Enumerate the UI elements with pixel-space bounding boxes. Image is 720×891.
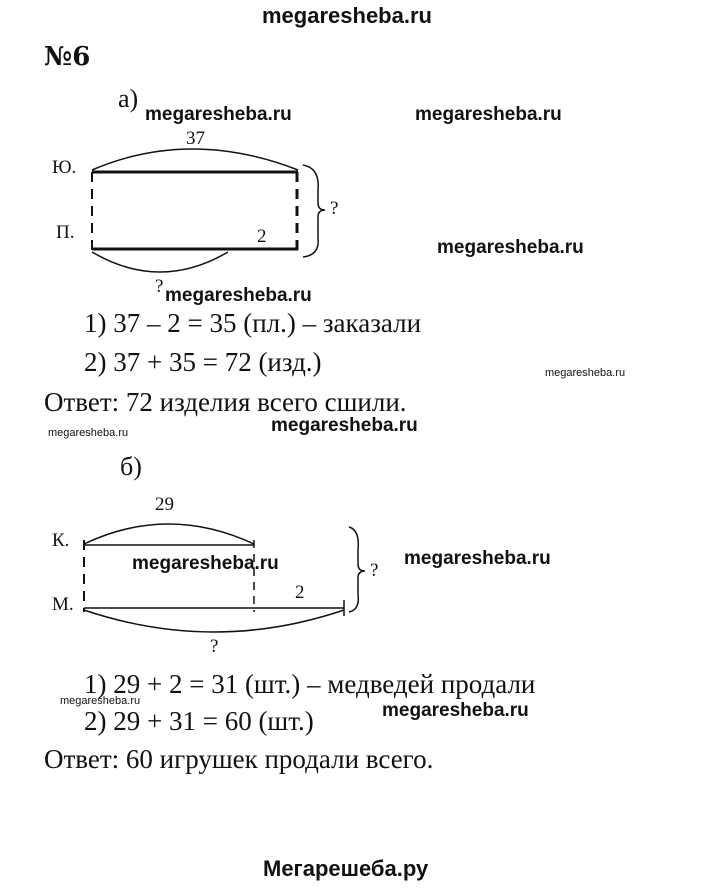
watermark: megaresheba.ru — [132, 553, 279, 574]
watermark: megaresheba.ru — [60, 695, 141, 707]
watermark: megaresheba.ru — [382, 700, 529, 721]
diagram-b-brace — [349, 527, 365, 612]
part-a-step-1: 1) 37 – 2 = 35 (пл.) – заказали — [84, 308, 422, 338]
diagram-a-bottom-arc — [92, 252, 228, 272]
diagram-b-top-arc — [84, 524, 254, 544]
part-b-answer: Ответ: 60 игрушек продали всего. — [44, 744, 434, 774]
watermark: megaresheba.ru — [48, 427, 129, 439]
part-a-row1-label: Ю. — [52, 157, 77, 178]
part-b-sum-question: ? — [370, 560, 379, 581]
part-b-label: б) — [120, 452, 142, 481]
part-a-top-value: 37 — [186, 128, 205, 149]
part-b-top-value: 29 — [155, 494, 174, 515]
watermark: megaresheba.ru — [271, 415, 418, 436]
part-a-step-2: 2) 37 + 35 = 72 (изд.) — [84, 347, 322, 377]
part-b-step-1: 1) 29 + 2 = 31 (шт.) – медведей продали — [84, 669, 536, 699]
part-a-row2-label: П. — [56, 222, 75, 243]
part-a-answer: Ответ: 72 изделия всего сшили. — [44, 387, 407, 417]
watermark: megaresheba.ru — [404, 548, 551, 569]
footer-watermark: Мегарешеба.ру — [263, 856, 429, 881]
part-a-label: а) — [118, 84, 139, 113]
part-a-bottom-question: ? — [155, 276, 164, 297]
watermark: megaresheba.ru — [437, 237, 584, 258]
part-b-row1-label: К. — [52, 530, 70, 551]
part-b-row2-label: М. — [52, 594, 74, 615]
part-a-sum-question: ? — [330, 198, 339, 219]
diagram-a-top-arc — [92, 149, 298, 170]
part-b-bottom-question: ? — [210, 636, 219, 657]
diagram-a-brace — [303, 165, 325, 257]
part-b-diff-value: 2 — [295, 582, 305, 603]
diagram-b — [84, 524, 365, 632]
diagram-a — [92, 149, 325, 272]
watermark: megaresheba.ru — [415, 104, 562, 125]
problem-number: №6 — [44, 42, 91, 72]
part-a-diff-value: 2 — [257, 226, 267, 247]
watermark: megaresheba.ru — [165, 285, 312, 306]
watermark: megaresheba.ru — [145, 104, 292, 125]
watermark: megaresheba.ru — [545, 367, 626, 379]
part-b-step-2: 2) 29 + 31 = 60 (шт.) — [84, 706, 314, 736]
diagram-b-bottom-arc — [84, 610, 344, 632]
header-watermark: megaresheba.ru — [262, 3, 432, 28]
